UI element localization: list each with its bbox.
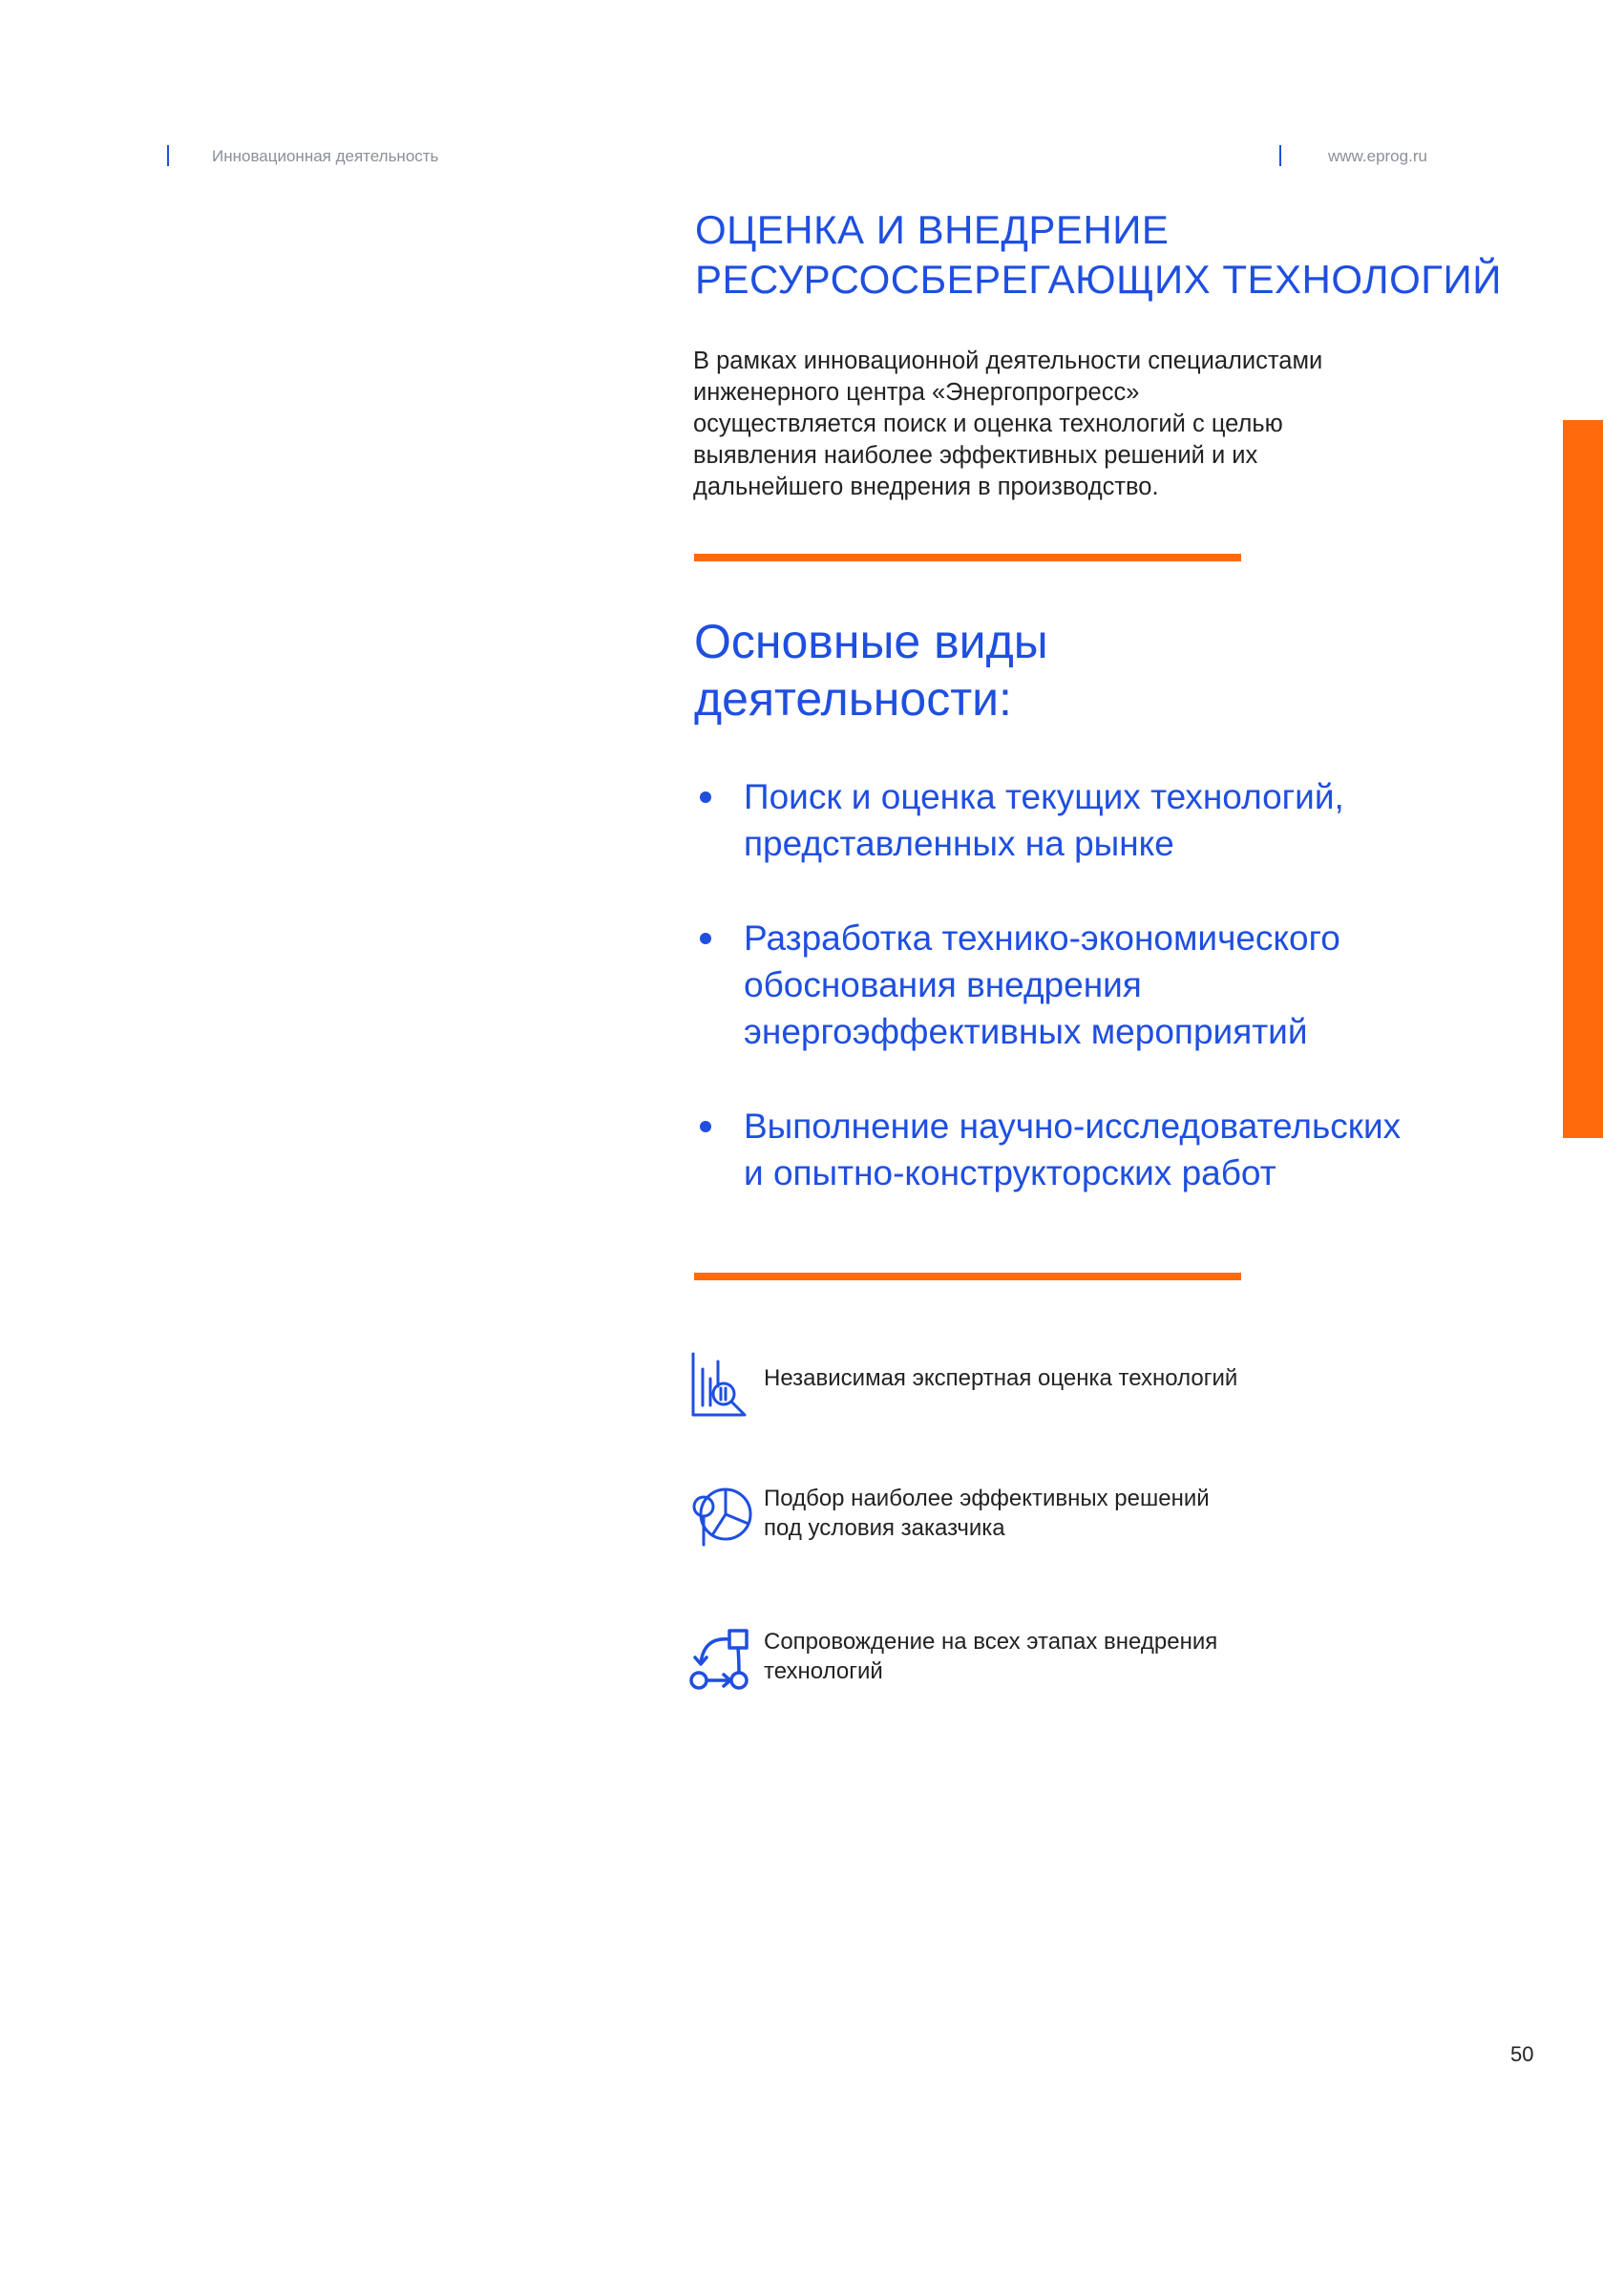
process-flow-icon xyxy=(689,1629,754,1696)
bullet-dot-icon xyxy=(700,933,711,944)
feature-text-line: Сопровождение на всех этапах внедрения xyxy=(764,1629,1218,1655)
list-item-line: Выполнение научно-исследовательских xyxy=(744,1107,1402,1146)
intro-paragraph xyxy=(693,346,1419,503)
activities-list xyxy=(694,773,1553,1244)
pie-chart-magnifier-icon xyxy=(689,1486,754,1552)
feature-text-line: под условия заказчика xyxy=(764,1515,1005,1541)
feature-text xyxy=(764,1484,1432,1543)
side-accent-bar xyxy=(1563,420,1603,1138)
header-right-marker xyxy=(1279,145,1281,166)
activities-heading-line: деятельности: xyxy=(694,672,1012,726)
page-title-line: ОЦЕНКА И ВНЕДРЕНИЕ xyxy=(695,207,1170,252)
page-number: 50 xyxy=(1510,2042,1534,2066)
bullet-dot-icon xyxy=(700,1121,711,1132)
feature-text-line: Независимая экспертная оценка технологий xyxy=(764,1365,1238,1391)
intro-line: В рамках инновационной деятельности специалистами xyxy=(693,348,1323,374)
feature-implementation-support xyxy=(689,1629,1549,1715)
feature-text-line: Подбор наиболее эффективных решений xyxy=(764,1486,1210,1511)
feature-expert-evaluation xyxy=(689,1352,1549,1438)
feature-text-line: технологий xyxy=(764,1658,883,1684)
bullet-dot-icon xyxy=(700,791,711,803)
divider-top xyxy=(694,554,1241,561)
intro-line: осуществляется поиск и оценка технологий с целью xyxy=(693,411,1283,437)
activities-heading-line: Основные виды xyxy=(694,615,1048,668)
list-item-line: обоснования внедрения xyxy=(744,965,1142,1004)
page-title-line: РЕСУРСОСБЕРЕГАЮЩИХ ТЕХНОЛОГИЙ xyxy=(695,257,1502,302)
intro-line: выявления наиболее эффективных решений и их xyxy=(693,442,1258,469)
header-section-title: Инновационная деятельность xyxy=(212,147,439,165)
list-item xyxy=(694,1103,1553,1196)
list-item-line: Разработка технико-экономического xyxy=(744,918,1340,958)
feature-text xyxy=(764,1363,1432,1393)
list-item-line: энергоэффективных мероприятий xyxy=(744,1012,1308,1051)
header-website[interactable]: www.eprog.ru xyxy=(1328,147,1427,165)
list-item xyxy=(694,915,1553,1055)
feature-solution-selection xyxy=(689,1486,1549,1571)
feature-text xyxy=(764,1627,1432,1686)
activities-heading xyxy=(694,613,1362,728)
intro-line: инженерного центра «Энергопрогресс» xyxy=(693,379,1140,406)
list-item-line: Поиск и оценка текущих технологий, xyxy=(744,777,1344,816)
header-left-marker xyxy=(167,145,169,166)
list-item-line: и опытно-конструкторских работ xyxy=(744,1153,1276,1192)
chart-magnifier-icon xyxy=(689,1352,754,1419)
divider-bottom xyxy=(694,1273,1241,1280)
list-item xyxy=(694,773,1553,867)
list-item-line: представленных на рынке xyxy=(744,824,1174,863)
page-title xyxy=(695,205,1554,305)
intro-line: дальнейшего внедрения в производство. xyxy=(693,474,1159,500)
